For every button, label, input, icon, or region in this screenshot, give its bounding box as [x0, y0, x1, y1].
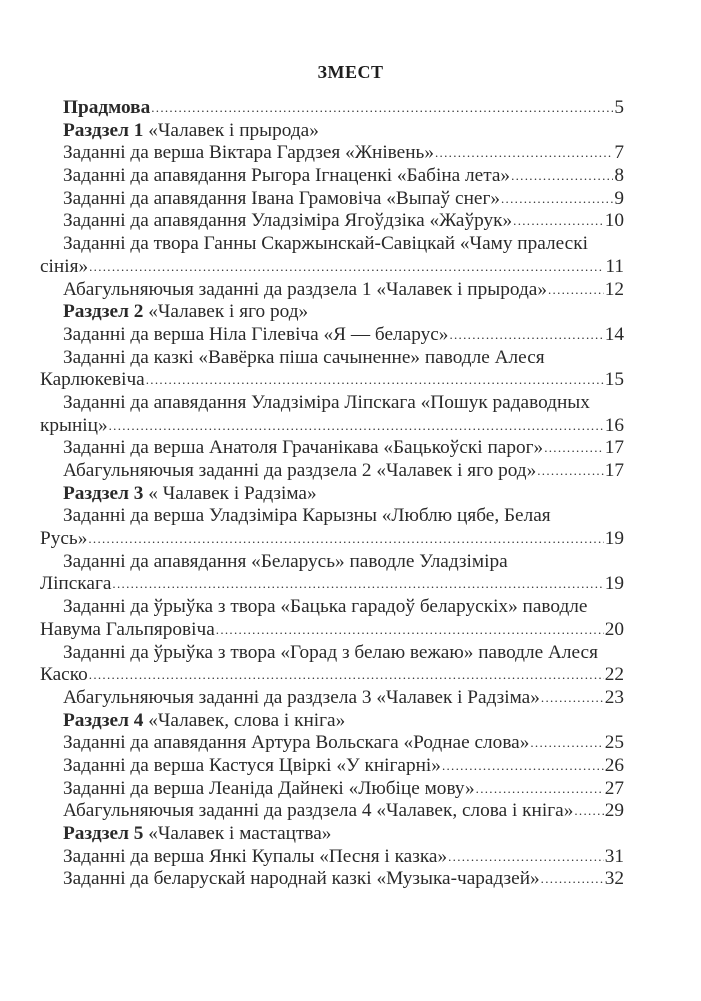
entry-text: сінія» — [40, 255, 89, 277]
entry-line — [40, 596, 624, 619]
section-heading — [40, 823, 624, 846]
toc-entry[interactable] — [40, 97, 624, 120]
entry-line — [40, 800, 624, 823]
dot-leader — [112, 573, 603, 596]
entry-line — [40, 256, 624, 279]
dot-leader — [216, 619, 604, 642]
entry-text: Заданні да верша Леаніда Дайнекі «Любіце мову» — [63, 777, 475, 799]
entry-line — [40, 573, 624, 596]
section-heading — [40, 301, 624, 324]
page-number: 29 — [604, 800, 624, 822]
section-label: Раздзел 4 — [63, 709, 144, 731]
entry-text: Каско — [40, 664, 88, 686]
entry-line — [40, 142, 624, 165]
entry-line — [40, 165, 624, 188]
toc-entry[interactable] — [40, 778, 624, 801]
section-heading — [40, 710, 624, 733]
entry-text: Прадмова — [63, 97, 151, 118]
entry-text: Навума Гальпяровіча — [40, 618, 215, 640]
entry-text: Русь» — [40, 528, 88, 550]
section-label: Раздзел 5 — [63, 823, 144, 844]
entry-text: Заданні да беларускай народнай казкі «Музыка-чарадзей» — [63, 868, 540, 890]
entry-line — [40, 188, 624, 211]
page-number: 20 — [604, 618, 624, 640]
entry-text: Заданні да верша Уладзіміра Карызны «Люблю цябе, Белая — [63, 505, 551, 527]
entry-text: Заданні да ўрыўка з твора «Горад з белаю вежаю» паводле Алеся — [63, 641, 598, 663]
toc-entry[interactable] — [40, 347, 624, 392]
page-number: 17 — [604, 437, 624, 459]
dot-leader — [442, 755, 604, 778]
toc-entry[interactable] — [40, 324, 624, 347]
dot-leader — [146, 369, 604, 392]
page-number: 14 — [604, 323, 624, 345]
entry-line — [40, 324, 624, 347]
toc-entry[interactable] — [40, 142, 624, 165]
section-title: «Чалавек і мастацтва» — [143, 823, 332, 844]
dot-leader — [511, 165, 613, 188]
section-label: Раздзел 2 — [63, 301, 144, 323]
toc-entry[interactable] — [40, 279, 624, 302]
section-line — [40, 301, 624, 324]
dot-leader — [89, 256, 604, 279]
dot-leader — [541, 868, 604, 891]
dot-leader — [541, 687, 604, 710]
entry-line — [40, 687, 624, 710]
entry-line — [40, 210, 624, 233]
dot-leader — [435, 142, 613, 165]
page-number: 7 — [614, 142, 624, 164]
entry-text: Заданні да ўрыўка з твора «Бацька гарадоў беларускіх» паводле — [63, 596, 588, 618]
entry-text: Заданні да верша Янкі Купалы «Песня і казка» — [63, 845, 448, 867]
section-label: Раздзел 3 — [63, 482, 144, 504]
entry-text: Заданні да апавядання Уладзіміра Ліпскага «Пошук радаводных — [63, 391, 590, 413]
entry-text: крыніц» — [40, 414, 108, 436]
entry-line — [40, 619, 624, 642]
page-number: 22 — [604, 664, 624, 686]
entry-text: Заданні да апавядання Івана Грамовіча «Выпаў снег» — [63, 187, 500, 209]
section-line — [40, 823, 624, 846]
page-number: 32 — [604, 868, 624, 890]
page-number: 11 — [605, 255, 624, 277]
dot-leader — [476, 778, 604, 801]
dot-leader — [109, 415, 604, 438]
page-number: 5 — [614, 97, 624, 118]
section-title: «Чалавек і прырода» — [143, 119, 319, 141]
page-number: 8 — [614, 165, 624, 187]
toc-entry[interactable] — [40, 596, 624, 641]
toc-entry[interactable] — [40, 732, 624, 755]
section-line — [40, 120, 624, 143]
toc-entry[interactable] — [40, 551, 624, 596]
page-number: 25 — [604, 732, 624, 754]
entry-line — [40, 642, 624, 665]
section-line — [40, 710, 624, 733]
dot-leader — [88, 528, 603, 551]
dot-leader — [513, 210, 604, 233]
section-title: « Чалавек і Радзіма» — [143, 482, 317, 504]
dot-leader — [449, 324, 603, 347]
entry-line — [40, 778, 624, 801]
toc-entry[interactable] — [40, 392, 624, 437]
section-line — [40, 483, 624, 506]
entry-line — [40, 551, 624, 574]
toc-entry[interactable] — [40, 505, 624, 550]
dot-leader — [151, 97, 613, 120]
entry-text: Абагульняючыя заданні да раздзела 3 «Чалавек і Радзіма» — [63, 686, 540, 708]
page-number: 10 — [604, 210, 624, 232]
page-number: 17 — [604, 460, 624, 481]
entry-line — [40, 528, 624, 551]
entry-line — [40, 415, 624, 438]
dot-leader — [537, 460, 603, 483]
entry-text: Заданні да апавядання «Беларусь» паводле Уладзіміра — [63, 550, 508, 572]
page-number: 23 — [604, 686, 624, 708]
dot-leader — [530, 732, 603, 755]
table-of-contents — [40, 97, 624, 891]
toc-entry[interactable] — [40, 687, 624, 710]
section-label: Раздзел 1 — [63, 119, 144, 141]
page-number: 9 — [614, 187, 624, 209]
entry-line — [40, 392, 624, 415]
dot-leader — [501, 188, 613, 211]
entry-line — [40, 279, 624, 302]
toc-entry[interactable] — [40, 233, 624, 278]
page-number: 31 — [604, 845, 624, 867]
toc-entry[interactable] — [40, 165, 624, 188]
entry-text: Ліпскага — [40, 573, 112, 595]
entry-line — [40, 664, 624, 687]
toc-entry[interactable] — [40, 188, 624, 211]
entry-line — [40, 369, 624, 392]
page-number: 19 — [604, 528, 624, 550]
page-number: 16 — [604, 414, 624, 436]
page-number: 15 — [604, 369, 624, 391]
dot-leader — [89, 664, 604, 687]
toc-entry[interactable] — [40, 460, 624, 483]
section-title: «Чалавек і яго род» — [143, 301, 309, 323]
entry-line — [40, 233, 624, 256]
toc-entry[interactable] — [40, 642, 624, 687]
entry-line — [40, 505, 624, 528]
dot-leader — [448, 846, 604, 869]
toc-entry[interactable] — [40, 210, 624, 233]
toc-entry[interactable] — [40, 437, 624, 460]
entry-line — [40, 347, 624, 370]
section-heading — [40, 483, 624, 506]
toc-entry[interactable] — [40, 868, 624, 891]
entry-text: Заданні да апавядання Артура Вольскага «Роднае слова» — [63, 732, 530, 754]
page-number: 26 — [604, 754, 624, 776]
entry-text: Абагульняючыя заданні да раздзела 1 «Чалавек і прырода» — [63, 278, 547, 300]
entry-text: Заданні да апавядання Рыгора Ігнаценкі «Бабіна лета» — [63, 165, 511, 187]
entry-line — [40, 732, 624, 755]
toc-entry[interactable] — [40, 755, 624, 778]
entry-text: Заданні да верша Кастуся Цвіркі «У кнігарні» — [63, 754, 441, 776]
entry-line — [40, 97, 624, 120]
entry-text: Абагульняючыя заданні да раздзела 4 «Чалавек, слова і кніга» — [63, 800, 574, 822]
dot-leader — [574, 800, 603, 823]
entry-line — [40, 868, 624, 891]
entry-text: Заданні да верша Віктара Гардзея «Жнівень» — [63, 142, 434, 164]
page-number: 27 — [604, 777, 624, 799]
entry-line — [40, 437, 624, 460]
toc-entry[interactable] — [40, 800, 624, 823]
page-number: 12 — [604, 278, 624, 300]
toc-entry[interactable] — [40, 846, 624, 869]
entry-text: Заданні да верша Ніла Гілевіча «Я — беларус» — [63, 323, 449, 345]
dot-leader — [548, 279, 604, 302]
entry-text: Заданні да верша Анатоля Грачанікава «Бацькоўскі парог» — [63, 437, 544, 459]
entry-text: Заданні да твора Ганны Скаржынскай-Савіцкай «Чаму пралескі — [63, 233, 588, 255]
page-number: 19 — [604, 573, 624, 595]
entry-text: Карлюкевіча — [40, 369, 145, 391]
section-title: «Чалавек, слова і кніга» — [143, 709, 346, 731]
entry-line — [40, 846, 624, 869]
page-title: ЗМЕСТ — [317, 62, 384, 82]
entry-text: Абагульняючыя заданні да раздзела 2 «Чалавек і яго род» — [63, 460, 537, 481]
entry-text: Заданні да казкі «Вавёрка піша сачыненне» паводле Алеся — [63, 346, 545, 368]
entry-text: Заданні да апавядання Уладзіміра Ягоўдзіка «Жаўрук» — [63, 210, 513, 232]
entry-line — [40, 755, 624, 778]
entry-line — [40, 460, 624, 483]
dot-leader — [544, 437, 604, 460]
section-heading — [40, 120, 624, 143]
